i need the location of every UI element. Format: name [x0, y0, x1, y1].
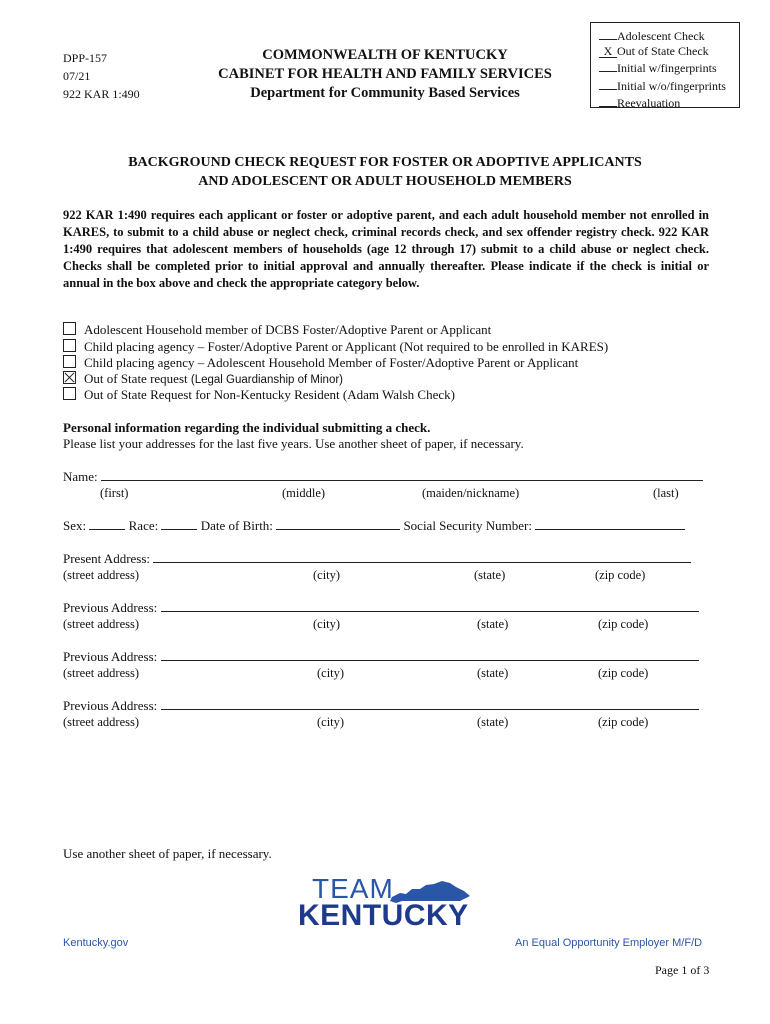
intro-paragraph: 922 KAR 1:490 requires each applicant or foster or adoptive parent, and each adult household member not enrolled in KARES, to submit to a child abuse or neglect check, criminal records check, and sex offender registry check. 922 KAR 1:490 requires that adolescent members of households (age 12 through 17) submit to a child abuse or neglect check. Checks shall be completed prior to initial approval and annually thereafter. Please indicate if the check is initial or annual in the box above and check the appropriate category below. — [63, 208, 709, 290]
name-field[interactable] — [63, 469, 703, 485]
check-type-box — [590, 22, 740, 108]
check-type-label: Adolescent Check — [617, 29, 705, 43]
state-caption: (state) — [477, 617, 509, 631]
check-type-label: Out of State Check — [617, 44, 709, 59]
team-kentucky-logo-team: TEAM — [312, 873, 394, 904]
address-label: Previous Address: — [63, 600, 158, 615]
address-input-line[interactable] — [161, 649, 699, 661]
check-type-mark[interactable] — [599, 27, 617, 40]
address-label: Present Address: — [63, 551, 151, 566]
category-out-of-state[interactable] — [63, 371, 343, 388]
street-caption: (street address) — [63, 617, 140, 631]
check-type-initial-fingerprints[interactable] — [599, 59, 739, 76]
demographics-row — [63, 518, 685, 534]
checkbox[interactable] — [63, 339, 76, 352]
check-type-adolescent[interactable] — [599, 27, 739, 44]
extra-sheet-note: Use another sheet of paper, if necessary. — [63, 846, 272, 861]
check-type-mark[interactable] — [599, 59, 617, 72]
name-label: Name: — [63, 469, 98, 484]
revision-date: 07/21 — [63, 69, 91, 83]
check-type-initial-no-fingerprints[interactable] — [599, 77, 739, 94]
category-note: (Legal Guardianship of Minor) — [190, 374, 344, 386]
personal-info-heading: Personal information regarding the individual submitting a check. — [63, 420, 431, 435]
address-input-line[interactable] — [153, 551, 691, 563]
category-label: Out of State Request for Non-Kentucky Resident (Adam Walsh Check) — [84, 387, 455, 402]
checkbox-checked[interactable] — [63, 371, 76, 384]
state-caption: (state) — [477, 715, 509, 729]
category-label: Out of State request — [84, 371, 188, 386]
form-number: DPP-157 — [63, 51, 108, 65]
regulation-number: 922 KAR 1:490 — [63, 87, 140, 101]
check-type-out-of-state[interactable] — [599, 44, 739, 59]
state-caption: (state) — [477, 666, 509, 680]
previous-address-field-3[interactable] — [63, 698, 699, 714]
team-kentucky-logo-kentucky: KENTUCKY — [298, 899, 469, 932]
name-input-line[interactable] — [101, 469, 703, 481]
category-label: Child placing agency – Adolescent Household Member of Foster/Adoptive Parent or Applicant — [84, 355, 579, 370]
dob-label: Date of Birth: — [200, 518, 273, 533]
commonwealth-heading: COMMONWEALTH OF KENTUCKY — [262, 47, 508, 63]
form-title-line1: BACKGROUND CHECK REQUEST FOR FOSTER OR ADOPTIVE APPLICANTS — [128, 155, 642, 170]
department-heading: Department for Community Based Services — [250, 85, 520, 101]
previous-address-field-2[interactable] — [63, 649, 699, 665]
check-type-label: Initial w/fingerprints — [617, 61, 717, 76]
city-caption: (city) — [313, 568, 341, 582]
zip-caption: (zip code) — [595, 568, 646, 582]
kentucky-gov-link[interactable]: Kentucky.gov — [63, 937, 129, 949]
page-number: Page 1 of 3 — [655, 963, 710, 977]
name-middle-caption: (middle) — [282, 486, 326, 500]
dob-input-line[interactable] — [276, 518, 400, 530]
name-last-caption: (last) — [653, 486, 679, 500]
city-caption: (city) — [313, 617, 341, 631]
ssn-input-line[interactable] — [535, 518, 685, 530]
race-label: Race: — [128, 518, 159, 533]
state-caption: (state) — [474, 568, 506, 582]
check-type-label: Reevaluation — [617, 95, 681, 110]
equal-opportunity-statement: An Equal Opportunity Employer M/F/D — [515, 937, 703, 949]
street-caption: (street address) — [63, 568, 140, 582]
check-type-mark[interactable]: X — [599, 45, 617, 58]
category-adolescent-dcbs[interactable] — [63, 322, 491, 338]
category-label: Child placing agency – Foster/Adoptive Parent or Applicant (Not required to be enrolled in KARES) — [84, 339, 609, 354]
check-type-reevaluation[interactable] — [599, 94, 739, 111]
address-input-line[interactable] — [161, 600, 699, 612]
checkbox[interactable] — [63, 355, 76, 368]
category-cpa-foster[interactable] — [63, 339, 608, 355]
present-address-field[interactable] — [63, 551, 691, 567]
address-input-line[interactable] — [161, 698, 699, 710]
address-label: Previous Address: — [63, 649, 158, 664]
street-caption: (street address) — [63, 715, 140, 729]
checkbox[interactable] — [63, 322, 76, 335]
city-caption: (city) — [317, 666, 345, 680]
form-title-line2: AND ADOLESCENT OR ADULT HOUSEHOLD MEMBERS — [198, 174, 572, 189]
category-cpa-adolescent[interactable] — [63, 355, 578, 371]
race-input-line[interactable] — [161, 518, 197, 530]
zip-caption: (zip code) — [598, 715, 649, 729]
sex-label: Sex: — [63, 518, 87, 533]
city-caption: (city) — [317, 715, 345, 729]
check-type-mark[interactable] — [599, 94, 617, 107]
zip-caption: (zip code) — [598, 617, 649, 631]
previous-address-field-1[interactable] — [63, 600, 699, 616]
check-type-mark[interactable] — [599, 77, 617, 90]
ssn-label: Social Security Number: — [403, 518, 532, 533]
street-caption: (street address) — [63, 666, 140, 680]
category-label: Adolescent Household member of DCBS Foster/Adoptive Parent or Applicant — [84, 322, 492, 337]
check-type-label: Initial w/o/fingerprints — [617, 78, 726, 93]
name-first-caption: (first) — [100, 486, 129, 500]
category-out-of-state-non-ky[interactable] — [63, 387, 455, 403]
checkbox[interactable] — [63, 387, 76, 400]
zip-caption: (zip code) — [598, 666, 649, 680]
cabinet-heading: CABINET FOR HEALTH AND FAMILY SERVICES — [218, 66, 552, 82]
address-label: Previous Address: — [63, 698, 158, 713]
sex-input-line[interactable] — [89, 518, 125, 530]
personal-info-instructions: Please list your addresses for the last five years. Use another sheet of paper, if necessary. — [63, 436, 524, 451]
name-maiden-caption: (maiden/nickname) — [422, 486, 520, 500]
